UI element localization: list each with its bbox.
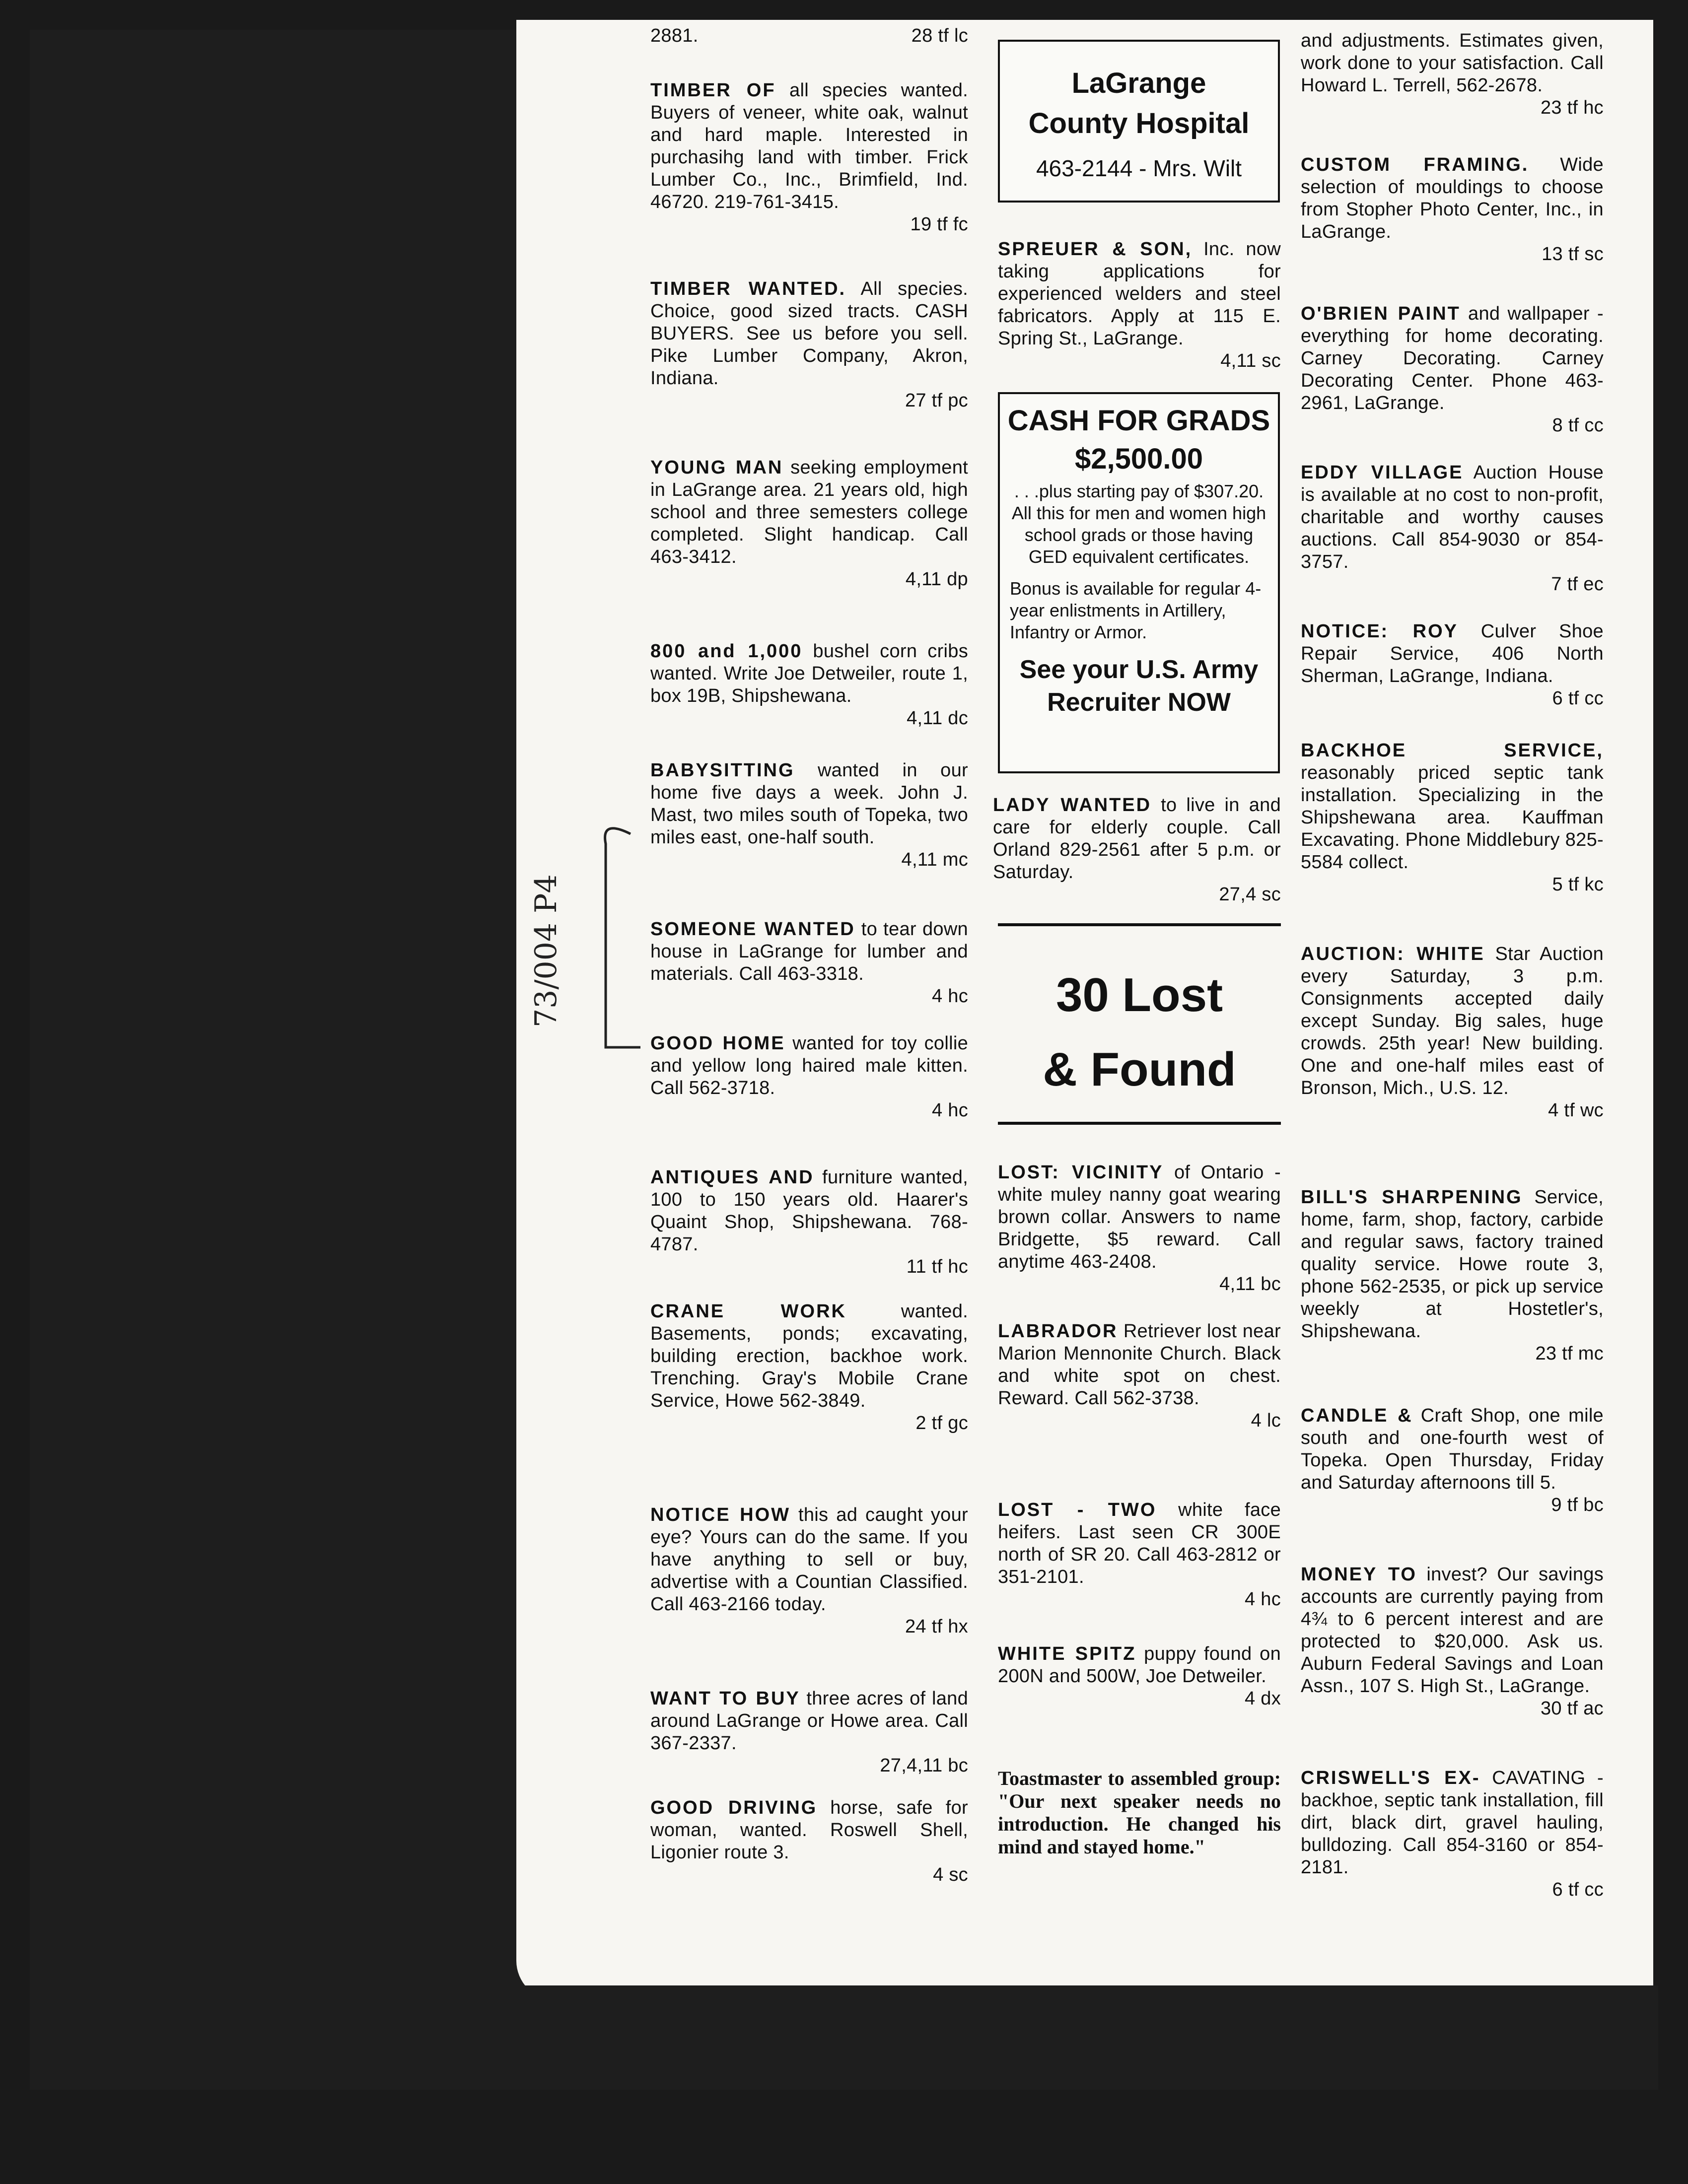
ad-keyword: BILL'S SHARPENING bbox=[1301, 1187, 1523, 1208]
ad-spreuer bbox=[998, 238, 1281, 372]
ad-text: of Ontario - white muley nanny goat wearing brown collar. Answers to name Bridgette, $5 reward. Call anytime 463-2408. bbox=[998, 1162, 1281, 1272]
ad-keyword: GOOD DRIVING bbox=[650, 1797, 818, 1818]
ad-keyword: BACKHOE SERVICE, bbox=[1301, 740, 1604, 761]
ad-code: 23 tf mc bbox=[1535, 1343, 1604, 1364]
ad-keyword: TIMBER WANTED. bbox=[650, 278, 846, 299]
classified-ad bbox=[1301, 1767, 1604, 1901]
ad-code: 4,11 sc bbox=[1220, 350, 1281, 371]
ad-keyword: NOTICE: ROY bbox=[1301, 621, 1458, 642]
ad-code: 30 tf ac bbox=[1540, 1698, 1604, 1719]
classified-ad bbox=[1301, 1405, 1604, 1516]
ad-text: and adjustments. Estimates given, work done to your satisfaction. Call Howard L. Terrell, 562-2678. bbox=[1301, 30, 1604, 96]
ad-keyword: ANTIQUES AND bbox=[650, 1167, 814, 1188]
section-rule-top bbox=[998, 923, 1281, 926]
ad-text: horse, safe for woman, wanted. Roswell Shell, Ligonier route 3. bbox=[650, 1797, 969, 1863]
army-cta: See your U.S. Army Recruiter NOW bbox=[1019, 655, 1259, 717]
ad-text: wanted in our home five days a week. John J. Mast, two miles south of Topeka, two miles east, one-half south. bbox=[650, 760, 968, 848]
ad-keyword: BABYSITTING bbox=[650, 760, 795, 781]
ad-code: 27,4,11 bc bbox=[880, 1755, 968, 1776]
ad-code: 8 tf cc bbox=[1552, 415, 1604, 436]
ad-keyword: LADY WANTED bbox=[993, 795, 1152, 816]
ad-code: 13 tf sc bbox=[1542, 244, 1604, 265]
ad-text: puppy found on 200N and 500W, Joe Detweiler. bbox=[998, 1643, 1281, 1687]
ad-text: three acres of land around LaGrange or Howe area. Call 367-2337. bbox=[650, 1688, 968, 1754]
classified-ad bbox=[1301, 303, 1604, 437]
ad-keyword: YOUNG MAN bbox=[650, 457, 783, 478]
classified-ad bbox=[650, 1032, 968, 1122]
ad-text: wanted. Basements, ponds; excavating, building erection, backhoe work. Trenching. Gray's Mobile Crane Service, Howe 562-3849. bbox=[650, 1301, 969, 1411]
ad-code: 6 tf cc bbox=[1552, 688, 1604, 709]
ad-text: to live in and care for elderly couple. Call Orland 829-2561 after 5 p.m. or Saturday. bbox=[993, 795, 1281, 883]
ad-keyword: GOOD HOME bbox=[650, 1033, 785, 1054]
ad-code: 24 tf hx bbox=[905, 1616, 968, 1637]
classified-ad bbox=[650, 79, 968, 236]
classified-ad bbox=[998, 1161, 1281, 1296]
ad-text: All species. Choice, good sized tracts. CASH BUYERS. See us before you sell. Pike Lumber Company, Akron, Indiana. bbox=[650, 278, 968, 389]
ad-code: 11 tf hc bbox=[906, 1256, 968, 1277]
ad-code: 27 tf pc bbox=[905, 390, 968, 411]
handwritten-annotation: 73/004 P4 bbox=[529, 874, 563, 1027]
classified-ad bbox=[650, 759, 968, 871]
ad-text: Retriever lost near Marion Mennonite Church. Black and white spot on chest. Reward. Call 562-3738. bbox=[998, 1321, 1281, 1409]
ad-keyword: LOST - TWO bbox=[998, 1500, 1157, 1520]
ad-text: Inc. now taking applications for experienced welders and steel fabricators. Apply at 115 E. Spring St., LaGrange. bbox=[998, 239, 1281, 349]
ad-text: bushel corn cribs wanted. Write Joe Detweiler, route 1, box 19B, Shipshewana. bbox=[650, 641, 968, 706]
classified-ad bbox=[1301, 1564, 1604, 1720]
ad-keyword: CRISWELL'S EX- bbox=[1301, 1768, 1480, 1788]
classified-ad bbox=[1301, 462, 1604, 596]
section-heading-line2: & Found bbox=[1043, 1043, 1236, 1096]
ad-text: white face heifers. Last seen CR 300E north of SR 20. Call 463-2812 or 351-2101. bbox=[998, 1500, 1281, 1587]
newspaper-page bbox=[516, 20, 1653, 2000]
ad-keyword: LOST: VICINITY bbox=[998, 1162, 1164, 1183]
ad-code: 5 tf kc bbox=[1552, 874, 1604, 895]
ad-text: Star Auction every Saturday, 3 p.m. Consignments accepted daily except Sunday. Big sales, huge crowds. 25th year! New building. One and one-half miles east of Bronson, Mich., U.S. 12. bbox=[1301, 944, 1604, 1098]
ad-keyword: CUSTOM FRAMING. bbox=[1301, 154, 1529, 175]
hospital-name-line2: County Hospital bbox=[1028, 107, 1250, 139]
ad-code: 27,4 sc bbox=[1219, 884, 1281, 905]
ad-text: furniture wanted, 100 to 150 years old. Haarer's Quaint Shop, Shipshewana. 768-4787. bbox=[650, 1167, 968, 1255]
annotation-bracket bbox=[571, 814, 640, 1072]
classified-ad bbox=[998, 1499, 1281, 1611]
ad-code: 4 lc bbox=[1251, 1410, 1281, 1431]
classified-ad bbox=[650, 1300, 968, 1434]
ad-text: and wallpaper - everything for home decorating. Carney Decorating. Carney Decorating Center. Phone 463-2961, LaGrange. bbox=[1301, 303, 1604, 413]
classified-ad bbox=[998, 1643, 1281, 1710]
army-box bbox=[998, 392, 1280, 773]
ad-text: wanted for toy collie and yellow long haired male kitten. Call 562-3718. bbox=[650, 1033, 969, 1098]
hospital-box bbox=[998, 40, 1280, 203]
ad-text: this ad caught your eye? Yours can do the same. If you have anything to sell or buy, advertise with a Countian Classified. Call 463-2166 today. bbox=[650, 1504, 969, 1615]
classified-ad bbox=[650, 278, 968, 412]
ad-text: all species wanted. Buyers of veneer, white oak, walnut and hard maple. Interested in purchasihg land with timber. Frick Lumber Co., Inc., Brimfield, Ind. 46720. 219-761-3415. bbox=[650, 80, 968, 212]
scan-dark-margin bbox=[30, 30, 551, 2090]
ad-keyword: SPREUER & SON, bbox=[998, 239, 1193, 260]
ad-text: seeking employment in LaGrange area. 21 years old, high school and three semesters college completed. Slight handicap. Call 463-3412. bbox=[650, 457, 968, 567]
toastmaster-quote: Toastmaster to assembled group: "Our next speaker needs no introduction. He changed his mind and stayed home." bbox=[998, 1767, 1281, 1858]
classified-ad bbox=[1301, 740, 1604, 896]
ad-code: 4,11 dp bbox=[905, 569, 968, 590]
ad-code: 4 hc bbox=[931, 986, 968, 1007]
ad-text: CAVATING - backhoe, septic tank installation, fill dirt, black dirt, gravel hauling, bulldozing. Call 854-3160 or 854-2181. bbox=[1301, 1768, 1604, 1878]
section-heading bbox=[998, 958, 1281, 1107]
classified-ad bbox=[650, 1166, 968, 1278]
ad-keyword: CRANE WORK bbox=[650, 1301, 846, 1322]
ad-lady-wanted bbox=[993, 794, 1281, 906]
ad-code: 4 tf wc bbox=[1548, 1100, 1604, 1121]
ad-text: Craft Shop, one mile south and one-fourth west of Topeka. Open Thursday, Friday and Saturday afternoons till 5. bbox=[1301, 1405, 1604, 1493]
ad-keyword: WANT TO BUY bbox=[650, 1688, 800, 1709]
classified-ad bbox=[1301, 943, 1604, 1122]
ad-text: Auction House is available at no cost to non-profit, charitable and worthy causes auctions. Call 854-9030 or 854-3757. bbox=[1301, 462, 1604, 572]
ad-code: 23 tf hc bbox=[1540, 97, 1604, 118]
ad-keyword: SOMEONE WANTED bbox=[650, 919, 855, 940]
section-heading-line1: 30 Lost bbox=[1055, 968, 1223, 1022]
ad-text: reasonably priced septic tank installation. Specializing in the Shipshewana area. Kauffman Excavating. Phone Middlebury 825-5584 collect. bbox=[1301, 762, 1604, 873]
hospital-phone: 463-2144 - Mrs. Wilt bbox=[1036, 155, 1242, 181]
ad-code: 6 tf cc bbox=[1552, 1879, 1604, 1900]
army-amount: $2,500.00 bbox=[1074, 443, 1203, 475]
ad-code: 7 tf ec bbox=[1551, 574, 1604, 595]
ad-keyword: MONEY TO bbox=[1301, 1564, 1417, 1585]
ad-code: 9 tf bc bbox=[1551, 1495, 1604, 1515]
ad-code: 19 tf fc bbox=[910, 214, 968, 235]
ad-keyword: AUCTION: WHITE bbox=[1301, 944, 1485, 964]
ad-keyword: LABRADOR bbox=[998, 1321, 1118, 1342]
section-rule-bottom bbox=[998, 1122, 1281, 1125]
ad-code: 4,11 bc bbox=[1219, 1274, 1281, 1295]
ad-code: 4 hc bbox=[1244, 1589, 1281, 1610]
classified-ad bbox=[1301, 154, 1604, 266]
ad-code: 4,11 mc bbox=[901, 849, 968, 870]
classified-ad bbox=[650, 918, 968, 1008]
ad-code: 4 dx bbox=[1244, 1688, 1281, 1709]
ad-text: to tear down house in LaGrange for lumber and materials. Call 463-3318. bbox=[650, 919, 968, 984]
classified-ad bbox=[650, 640, 968, 730]
classified-ad bbox=[650, 1797, 968, 1886]
ad-code: 4,11 dc bbox=[907, 708, 968, 729]
ad-text: Culver Shoe Repair Service, 406 North Sherman, LaGrange, Indiana. bbox=[1301, 621, 1604, 686]
scan-dark-bottom bbox=[516, 1985, 1658, 2090]
army-body: . . .plus starting pay of $307.20. All this for men and women high school grads or those having GED equivalent certificates. bbox=[1011, 481, 1266, 567]
ad-keyword: CANDLE & bbox=[1301, 1405, 1413, 1426]
ad-text: Service, home, farm, shop, factory, carbide and regular saws, factory trained quality service. Howe route 3, phone 562-2535, or pick up service weekly at Hostetler's, Shipshewana. bbox=[1301, 1187, 1604, 1342]
ad-keyword: 800 and 1,000 bbox=[650, 641, 803, 662]
classified-ad bbox=[650, 1688, 968, 1777]
ad-code: 2 tf gc bbox=[915, 1413, 968, 1433]
ad-code: 4 sc bbox=[933, 1864, 968, 1885]
ad-text: Wide selection of mouldings to choose from Stopher Photo Center, Inc., in LaGrange. bbox=[1301, 154, 1604, 242]
ad-code: 4 hc bbox=[931, 1100, 968, 1121]
classified-ad bbox=[1301, 620, 1604, 710]
classified-ad bbox=[1301, 1186, 1604, 1365]
army-bonus: Bonus is available for regular 4-year enlistments in Artillery, Infantry or Armor. bbox=[1010, 578, 1262, 642]
top-fragment bbox=[650, 25, 968, 47]
classified-ad bbox=[650, 457, 968, 591]
fragment-code: 28 tf lc bbox=[911, 25, 968, 46]
hospital-name-line1: LaGrange bbox=[1071, 67, 1206, 99]
ad-keyword: WHITE SPITZ bbox=[998, 1643, 1136, 1664]
classified-ad bbox=[998, 1320, 1281, 1432]
ad-keyword: EDDY VILLAGE bbox=[1301, 462, 1464, 483]
ad-keyword: NOTICE HOW bbox=[650, 1504, 791, 1525]
classified-ad bbox=[1301, 30, 1604, 119]
fragment-text: 2881. bbox=[650, 25, 699, 46]
ad-text: invest? Our savings accounts are currently paying from 4¾ to 6 percent interest and are protected to $20,000. Ask us. Auburn Federal Savings and Loan Assn., 107 S. High St., LaGrange. bbox=[1301, 1564, 1604, 1697]
army-title: CASH FOR GRADS bbox=[1007, 405, 1270, 437]
ad-keyword: TIMBER OF bbox=[650, 80, 776, 101]
classified-ad bbox=[650, 1504, 968, 1638]
ad-keyword: O'BRIEN PAINT bbox=[1301, 303, 1461, 324]
